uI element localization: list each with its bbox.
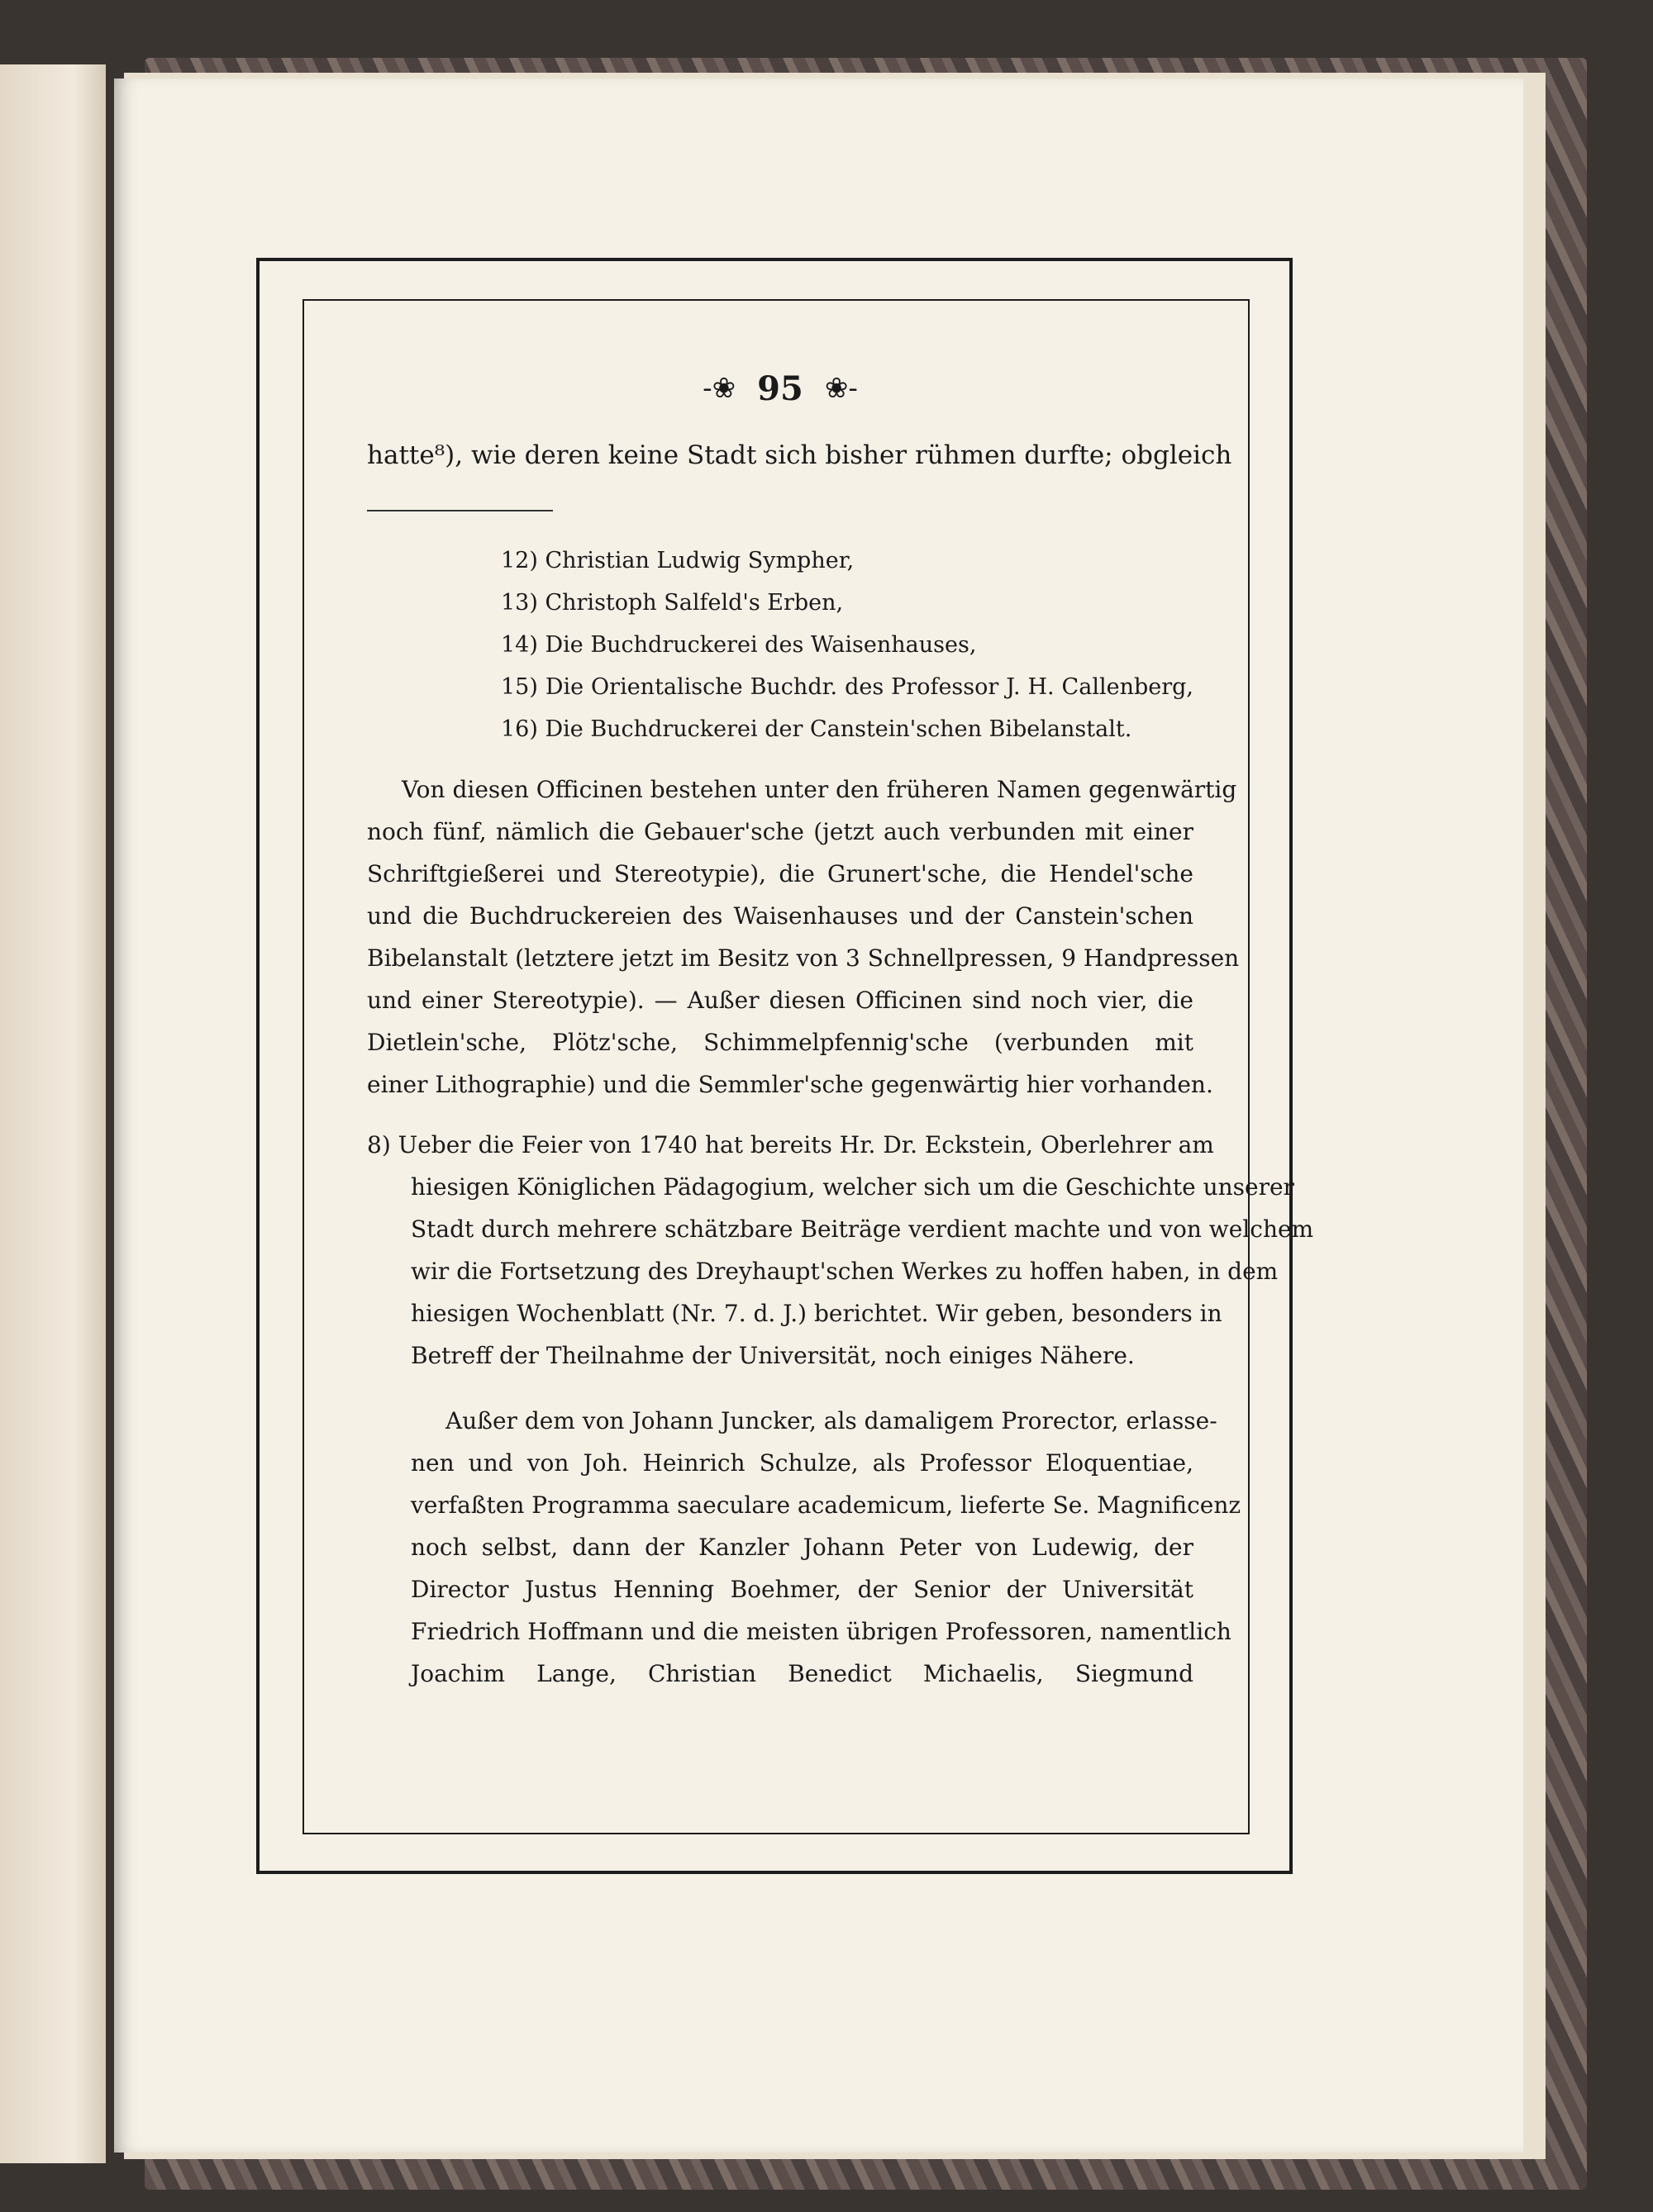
text-line: noch selbst, dann der Kanzler Johann Peter von Ludewig, der [411,1534,1193,1561]
text-line: hiesigen Wochenblatt (Nr. 7. d. J.) berichtet. Wir geben, besonders in [411,1300,1222,1327]
list-item: 15) Die Orientalische Buchdr. des Professor J. H. Callenberg, [501,674,1193,700]
page-text-block [367,364,1314,1695]
text-line: noch fünf, nämlich die Gebauer'sche (jetzt auch verbunden mit einer [367,818,1193,845]
text-line: hiesigen Königlichen Pädagogium, welcher sich um die Geschichte unserer [411,1173,1294,1201]
text-line: Von diesen Officinen bestehen unter den früheren Namen gegenwärtig [402,776,1237,803]
text-line: 8) Ueber die Feier von 1740 hat bereits Hr. Dr. Eckstein, Oberlehrer am [367,1131,1214,1158]
page-header [367,364,1193,413]
text-line: Friedrich Hoffmann und die meisten übrigen Professoren, namentlich [411,1618,1231,1645]
list-item: 16) Die Buchdruckerei der Canstein'schen Bibelanstalt. [501,716,1132,742]
printer-list [367,540,1193,750]
ornament-right-icon: ❀- [824,372,858,405]
footnote-rule [367,510,553,511]
text-line: Betreff der Theilnahme der Universität, noch einiges Nähere. [411,1342,1135,1369]
page-number: 95 [757,369,803,408]
facing-page-edge [0,64,106,2163]
text-line: Dietlein'sche, Plötz'sche, Schimmelpfennig'sche (verbunden mit [367,1029,1193,1056]
list-item: 14) Die Buchdruckerei des Waisenhauses, [501,632,977,658]
paragraph-officinen [367,768,1240,1106]
text-line: und einer Stereotypie). — Außer diesen Officinen sind noch vier, die [367,987,1193,1014]
text-line-top: hatte⁸), wie deren keine Stadt sich bisher rühmen durfte; obgleich [367,440,1232,470]
text-line: Director Justus Henning Boehmer, der Senior der Universität [411,1576,1193,1603]
text-line: verfaßten Programma saeculare academicum, lieferte Se. Magnificenz [411,1491,1241,1519]
text-line: Außer dem von Johann Juncker, als damaligem Prorector, erlasse- [445,1407,1217,1434]
text-line: Bibelanstalt (letztere jetzt im Besitz von 3 Schnellpressen, 9 Handpressen [367,944,1240,972]
text-line: wir die Fortsetzung des Dreyhaupt'schen Werkes zu hoffen haben, in dem [411,1258,1279,1285]
ornament-left-icon: -❀ [703,372,736,405]
text-line: Stadt durch mehrere schätzbare Beiträge verdient machte und von welchem [411,1215,1314,1243]
text-line: und die Buchdruckereien des Waisenhauses und der Canstein'schen [367,902,1193,930]
text-line: Joachim Lange, Christian Benedict Michaelis, Siegmund [411,1660,1193,1687]
paragraph-programma [367,1400,1241,1695]
list-item: 12) Christian Ludwig Sympher, [501,548,855,573]
text-line: Schriftgießerei und Stereotypie), die Grunert'sche, die Hendel'sche [367,860,1193,887]
list-item: 13) Christoph Salfeld's Erben, [501,590,844,616]
text-line: einer Lithographie) und die Semmler'sche gegenwärtig hier vorhanden. [367,1071,1213,1098]
footnote-8 [367,1124,1314,1377]
text-line: nen und von Joh. Heinrich Schulze, als Professor Eloquentiae, [411,1449,1193,1477]
